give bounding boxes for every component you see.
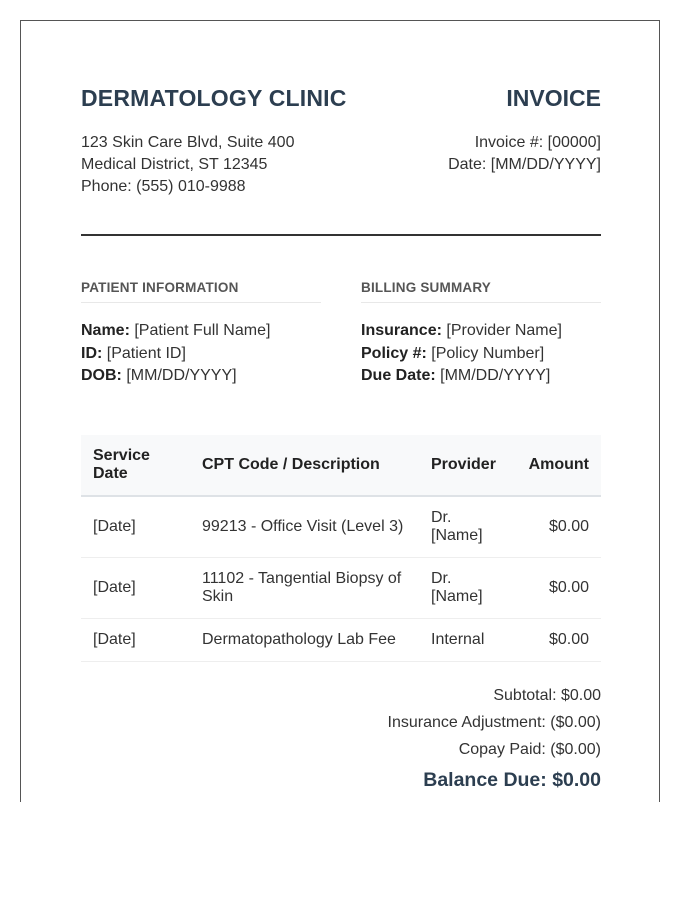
description-cell: Dermatopathology Lab Fee xyxy=(190,619,419,662)
copay-paid: Copay Paid: ($0.00) xyxy=(458,741,601,758)
balance-due: Balance Due: $0.00 xyxy=(423,769,601,791)
clinic-address xyxy=(81,132,294,198)
patient-dob-value: [MM/DD/YYYY] xyxy=(121,367,237,384)
patient-dob-line xyxy=(81,365,321,388)
services-table xyxy=(81,435,601,662)
column-header-service-date: Service Date xyxy=(81,435,190,496)
column-header-provider: Provider xyxy=(419,435,516,496)
insurance-label: Insurance: xyxy=(361,322,442,339)
invoice-title: INVOICE xyxy=(506,85,601,111)
address-line-2: Medical District, ST 12345 xyxy=(81,156,268,173)
due-date-value: [MM/DD/YYYY] xyxy=(435,367,551,384)
amount-cell: $0.00 xyxy=(516,619,601,662)
provider-cell: Internal xyxy=(419,619,516,662)
column-header-amount: Amount xyxy=(516,435,601,496)
description-cell: 11102 - Tangential Biopsy of Skin xyxy=(190,558,419,619)
description-cell: 99213 - Office Visit (Level 3) xyxy=(190,496,419,558)
patient-name-value: [Patient Full Name] xyxy=(129,322,271,339)
table-row xyxy=(81,496,601,558)
invoice-meta xyxy=(448,132,601,176)
clinic-name: DERMATOLOGY CLINIC xyxy=(81,85,347,111)
service-date-cell: [Date] xyxy=(81,496,190,558)
column-header-description: CPT Code / Description xyxy=(190,435,419,496)
policy-label: Policy #: xyxy=(361,344,427,362)
provider-cell: Dr. [Name] xyxy=(419,558,516,619)
insurance-value: [Provider Name] xyxy=(441,322,562,339)
due-date-label: Due Date: xyxy=(361,367,436,384)
patient-information-section xyxy=(81,280,321,388)
subtotal: Subtotal: $0.00 xyxy=(493,687,601,704)
amount-cell: $0.00 xyxy=(516,496,601,558)
amount-cell: $0.00 xyxy=(516,558,601,619)
invoice-page xyxy=(20,20,660,802)
invoice-date: Date: [MM/DD/YYYY] xyxy=(448,156,601,173)
patient-id-value: [Patient ID] xyxy=(102,344,186,362)
due-date-line xyxy=(361,365,601,388)
clinic-phone: Phone: (555) 010-9988 xyxy=(81,178,246,195)
table-header-row xyxy=(81,435,601,496)
policy-line xyxy=(361,343,601,366)
patient-id-label: ID: xyxy=(81,344,103,362)
insurance-adjustment: Insurance Adjustment: ($0.00) xyxy=(387,714,601,731)
provider-cell: Dr. [Name] xyxy=(419,496,516,558)
table-row xyxy=(81,619,601,662)
insurance-line xyxy=(361,320,601,343)
patient-name-label: Name: xyxy=(81,322,130,339)
billing-summary-section xyxy=(361,280,601,388)
policy-value: [Policy Number] xyxy=(426,344,545,362)
totals-block xyxy=(388,682,601,763)
billing-summary-heading: BILLING SUMMARY xyxy=(361,280,601,303)
invoice-number: Invoice #: [00000] xyxy=(474,134,601,151)
address-line-1: 123 Skin Care Blvd, Suite 400 xyxy=(81,134,295,151)
table-row xyxy=(81,558,601,619)
header-divider xyxy=(81,234,601,236)
patient-name-line xyxy=(81,320,321,343)
service-date-cell: [Date] xyxy=(81,558,190,619)
service-date-cell: [Date] xyxy=(81,619,190,662)
patient-dob-label: DOB: xyxy=(81,367,122,384)
patient-information-heading: PATIENT INFORMATION xyxy=(81,280,321,303)
patient-id-line xyxy=(81,343,321,366)
